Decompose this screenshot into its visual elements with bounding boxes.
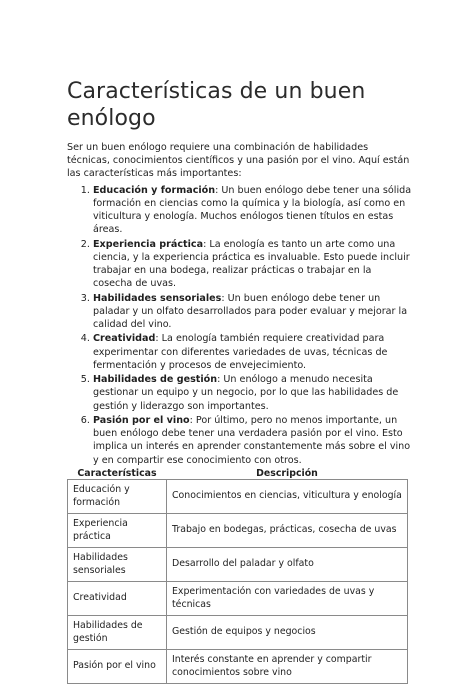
list-item [93,238,412,291]
table-cell-description: Conocimientos en ciencias, viticultura y enología [167,480,408,514]
list-item-text: : Por último, pero no menos importante, un buen enólogo debe tener una verdadera pasión por el vino. Esto implica un interés en aprender constantemente más sobre el vino y en compartir ese conocimiento con otros. [93,415,411,466]
table-cell-description: Interés constante en aprender y compartir conocimientos sobre vino [167,650,408,684]
intro-paragraph: Ser un buen enólogo requiere una combinación de habilidades técnicas, conocimientos científicos y una pasión por el vino. Aquí están las características más importantes: [67,142,410,180]
table-row [68,582,408,616]
table-row [68,548,408,582]
list-item [93,184,412,237]
table-cell-description: Gestión de equipos y negocios [167,616,408,650]
list-item-term: Pasión por el vino [93,415,190,426]
table-header-cell: Descripción [256,468,318,479]
table-cell-characteristic: Habilidades de gestión [68,616,167,650]
list-item-term: Experiencia práctica [93,238,204,250]
list-item [93,373,412,413]
list-item-text: : Un buen enólogo debe tener una sólida formación en ciencias como la química y la biología, así como en viticultura y enología. Muchos enólogos tienen títulos en estas áreas. [93,184,412,236]
table-header-cell: Características [77,468,157,479]
list-item-term: Habilidades sensoriales [93,292,222,304]
list-item [93,292,412,332]
table-row [68,480,408,514]
list-item [93,332,412,372]
document-page [67,78,412,684]
list-item-text: : Un buen enólogo debe tener un paladar y un olfato desarrollados para poder evaluar y mejorar la calidad del vino. [93,292,408,331]
table-cell-characteristic: Experiencia práctica [68,514,167,548]
table-cell-characteristic: Pasión por el vino [68,650,167,684]
characteristics-list [67,184,412,467]
list-item-text: : Un enólogo a menudo necesita gestionar un equipo y un negocio, por lo que las habilidades de gestión y liderazgo son importantes. [93,374,399,412]
page-title: Características de un buen enólogo [67,79,366,131]
list-item-term: Creatividad [93,333,156,345]
table-cell-description: Experimentación con variedades de uvas y técnicas [167,582,408,616]
table-header-row [68,468,408,480]
list-item-text: : La enología también requiere creatividad para experimentar con diferentes variedades de uvas, técnicas de fermentación y procesos de envejecimiento. [93,333,388,371]
table-row [68,514,408,548]
table-row [68,650,408,684]
list-item-term: Habilidades de gestión [93,374,218,386]
list-item [93,414,412,467]
list-item-term: Educación y formación [93,184,216,196]
table-row [68,616,408,650]
table-cell-description: Trabajo en bodegas, prácticas, cosecha de uvas [167,514,408,548]
characteristics-table [67,468,408,684]
table-cell-characteristic: Habilidades sensoriales [68,548,167,582]
table-cell-characteristic: Creatividad [68,582,167,616]
table-cell-characteristic: Educación y formación [68,480,167,514]
list-item-text: : La enología es tanto un arte como una ciencia, y la experiencia práctica es invaluable. Esto puede incluir trabajar en una bodega, realizar prácticas o trabajar en la cosecha de uvas. [93,238,410,290]
table-cell-description: Desarrollo del paladar y olfato [167,548,408,582]
